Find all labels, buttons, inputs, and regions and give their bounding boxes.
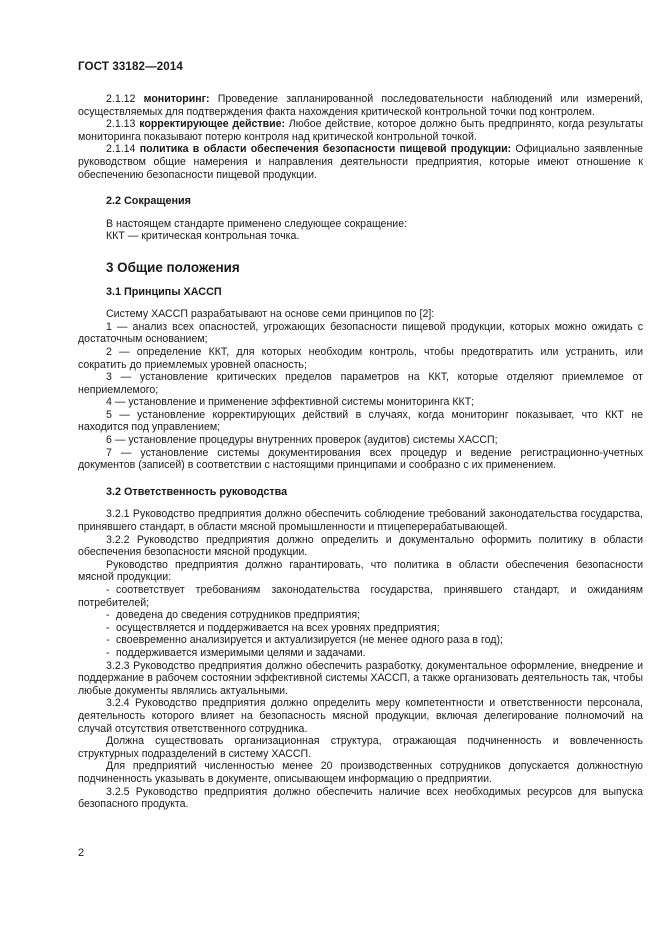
term-number: 2.1.13 <box>106 118 136 131</box>
clause-3-2-3: 3.2.3 Руководство предприятия должно обеспечить разработку, документальное оформление, внедрение и поддержание в рабочем состоянии эффективной системы ХАССП, а также организовать деятельность так, чтобы любые документы являлись актуальными. <box>78 659 643 697</box>
principle-item: 1 — анализ всех опасностей, угрожающих безопасности пищевой продукции, которых можно ожидать с достаточным основанием; <box>78 320 643 346</box>
clause-3-2-4: 3.2.4 Руководство предприятия должно определить меру компетентности и ответственности персонала, деятельность которого влияет на безопасность мясной продукции, включая делегирование полномочий на случай отсутствия ответственного сотрудника. <box>78 697 643 735</box>
policy-bullet: - соответствует требованиям законодательства государства, принявшего стандарт, и ожиданиям потребителей; <box>78 584 643 609</box>
principle-item: 6 — установление процедуры внутренних проверок (аудитов) системы ХАССП; <box>106 434 498 447</box>
term-number: 2.1.12 <box>106 93 136 105</box>
term-2-1-13 <box>78 118 643 143</box>
principle-item: 5 — установление корректирующих действий в случаях, когда мониторинг показывает, что ККТ не находится под управлением; <box>78 408 643 434</box>
policy-bullet: - осуществляется и поддерживается на всех уровнях предприятия; <box>106 621 440 634</box>
principles-intro: Систему ХАССП разрабатывают на основе семи принципов по [2]: <box>106 308 435 321</box>
term-definition: Проведение запланированной последовательности наблюдений или измерений, осуществляемых для подтверждения факта нахождения критической контрольной точки под контролем. <box>78 93 643 118</box>
dash-marker: - <box>106 584 110 596</box>
section-heading-3-2: 3.2 Ответственность руководства <box>106 485 288 498</box>
page-body <box>78 93 643 811</box>
clause-3-2-5: 3.2.5 Руководство предприятия должно обеспечить наличие всех необходимых ресурсов для выпуска безопасного продукта. <box>78 785 643 811</box>
policy-bullet: - поддерживается измеримыми целями и задачами. <box>106 646 366 659</box>
abbrev-intro: В настоящем стандарте применено следующее сокращение: <box>106 217 408 230</box>
small-enterprise-note: Для предприятий численностью менее 20 производственных сотрудников допускается должностную подчиненность указывать в документе, описывающем информацию о предприятии. <box>78 760 643 785</box>
term-name: корректирующее действие: <box>139 118 286 131</box>
term-name: мониторинг: <box>143 93 210 105</box>
term-definition: Любое действие, которое должно быть предпринято, когда результаты мониторинга показывают потерю контроля над критической контрольной точкой. <box>78 118 643 143</box>
section-heading-3-1: 3.1 Принципы ХАССП <box>106 285 222 298</box>
section-heading-2-2: 2.2 Сокращения <box>106 195 191 208</box>
dash-marker: - <box>106 634 110 647</box>
dash-marker: - <box>106 609 110 622</box>
principle-item: 7 — установление системы документирования всех процедур и ведение регистрационно-учетных документов (записей) в соответствии с настоящими принципами и сообразно с их применением. <box>78 446 643 472</box>
standard-designation: ГОСТ 33182—2014 <box>78 60 183 73</box>
term-2-1-14 <box>78 143 643 181</box>
org-structure: Должна существовать организационная структура, отражающая подчиненность и вовлеченность структурных подразделений в систему ХАССП. <box>78 735 643 760</box>
term-name: политика в области обеспечения безопасности пищевой продукции: <box>139 143 512 156</box>
term-definition: Официально заявленные руководством общие намерения и направления деятельности предприятия, которые имеют отношение к обеспечению безопасности пищевой продукции. <box>78 143 643 181</box>
policy-bullet: - своевременно анализируется и актуализируется (не менее одного раза в год); <box>106 634 503 647</box>
principle-item: 2 — определение ККТ, для которых необходим контроль, чтобы предотвратить или устранить, или сократить до приемлемых уровней опасность; <box>78 345 643 371</box>
clause-3-2-1: 3.2.1 Руководство предприятия должно обеспечить соблюдение требований законодательства государства, принявшего стандарт, в области мясной промышленности и птицеперерабатывающей. <box>78 508 643 534</box>
dash-marker: - <box>106 621 110 634</box>
page-number: 2 <box>78 847 85 859</box>
abbrev-kkt: ККТ — критическая контрольная точка. <box>106 230 300 243</box>
section-heading-3: 3 Общие положения <box>106 259 240 275</box>
principle-item: 4 — установление и применение эффективной системы мониторинга ККТ; <box>106 396 475 409</box>
term-2-1-12 <box>78 93 643 118</box>
dash-marker: - <box>106 646 110 659</box>
term-number: 2.1.14 <box>106 143 136 156</box>
policy-bullet: - доведена до сведения сотрудников предприятия; <box>106 609 361 622</box>
clause-3-2-2: 3.2.2 Руководство предприятия должно определить и документально оформить политику в области обеспечения безопасности мясной продукции. <box>78 533 643 559</box>
policy-guarantee: Руководство предприятия должно гарантировать, что политика в области обеспечения безопасности мясной продукции: <box>78 558 643 584</box>
principle-item: 3 — установление критических пределов параметров на ККТ, которые отделяют приемлемое от неприемлемого; <box>78 371 643 396</box>
